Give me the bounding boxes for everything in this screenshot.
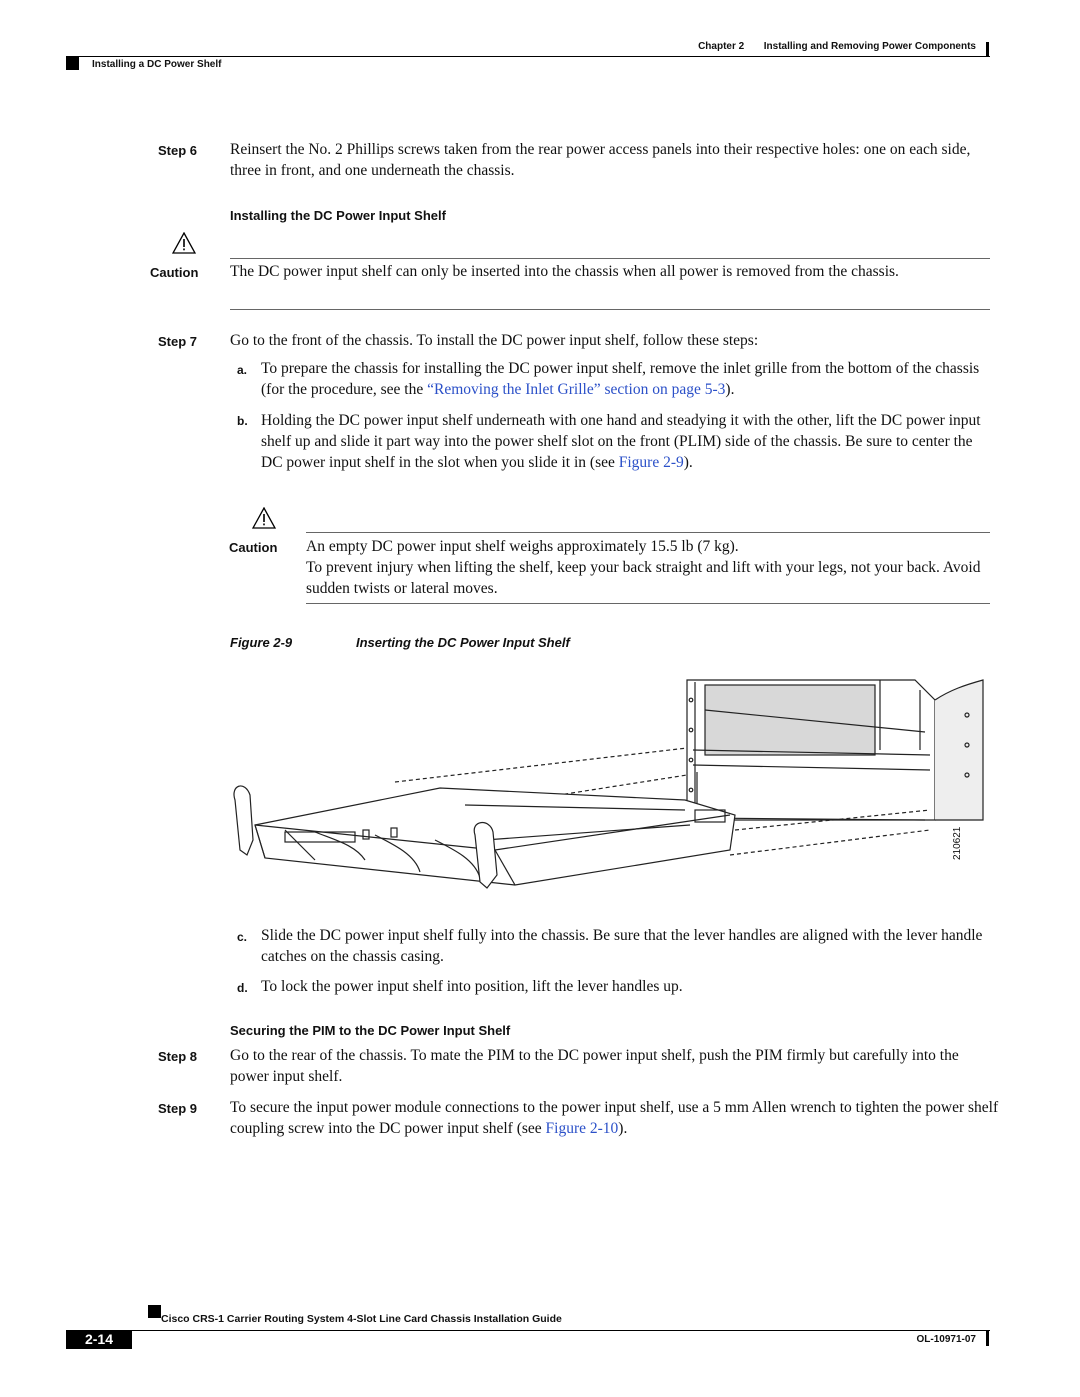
footer-left-block [148,1305,161,1318]
caution-2-line2: To prevent injury when lifting the shelf, keep your back straight and lift with your legs, not your back. Avoid sudden twists or lateral moves. [306,559,981,597]
page-number-box [66,1330,132,1349]
item-b-text-before: Holding the DC power input shelf underneath with one hand and steadying it with the other, lift the DC power input shelf up and slide it part way into the power shelf slot on the front (PLIM) side of the chassis. Be sure to center the DC power input shelf in the slot when you slide it in (see [261,412,981,471]
step-9-text-before: To secure the input power module connections to the power input shelf, use a 5 mm Allen wrench to tighten the power shelf coupling screw into the DC power input shelf (see [230,1099,999,1137]
item-c-letter: c. [237,930,248,944]
footer-title: Cisco CRS-1 Carrier Routing System 4-Slot Line Card Chassis Installation Guide [161,1313,562,1325]
caution-1-bottom-rule [230,309,990,310]
item-a-text [261,358,1001,400]
step-6-text: Reinsert the No. 2 Phillips screws taken from the rear power access panels into their respective holes: one on each side, three in front, and one underneath the chassis. [230,141,971,179]
item-b-text [261,410,993,473]
page-number: 2-14 [84,1331,114,1347]
caution-1-top-rule [230,258,990,259]
step-8-label: Step 8 [158,1049,198,1064]
figure-number: Figure 2-9 [230,635,293,650]
figure-2-9-link[interactable]: Figure 2-9 [618,454,684,471]
item-b-letter: b. [237,414,248,428]
figure-2-10-link[interactable]: Figure 2-10 [545,1120,619,1137]
step-6-label: Step 6 [158,143,198,158]
caution-2-label: Caution [229,540,278,555]
inlet-grille-link[interactable]: “Removing the Inlet Grille” section on page 5-3 [427,381,726,398]
figure-title: Inserting the DC Power Input Shelf [356,635,570,650]
chapter-number: Chapter 2 [698,41,745,52]
caution-1-text: The DC power input shelf can only be inserted into the chassis when all power is removed from the chassis. [230,263,899,280]
chapter-title: Installing and Removing Power Components [763,41,976,52]
item-a-text-before: To prepare the chassis for installing the DC power input shelf, remove the inlet grille from the bottom of the chassis (for the procedure, see the [261,360,980,398]
doc-id: OL-10971-07 [916,1334,976,1345]
step-9-label: Step 9 [158,1101,198,1116]
section-header: Installing a DC Power Shelf [92,59,222,70]
header-right-bar [986,42,989,57]
dc-power-shelf-illustration [225,660,985,910]
figure-id-label: 210621 [952,826,963,860]
item-b-text-after: ). [683,454,693,471]
caution-2-top-rule [306,532,990,533]
caution-2-bottom-rule [306,603,990,604]
step-7-text: Go to the front of the chassis. To install the DC power input shelf, follow these steps: [230,332,759,349]
item-a-letter: a. [237,363,248,377]
step-9-text-after: ). [618,1120,628,1137]
header-rule [66,56,990,57]
header-left-block [66,57,79,70]
caution-2-icon [252,507,276,534]
item-a-text-after: ). [725,381,735,398]
caution-icon [172,232,196,259]
step-9-text [230,1097,1000,1139]
heading-install: Installing the DC Power Input Shelf [230,208,446,223]
chapter-header [698,41,976,52]
footer-rule [66,1330,990,1331]
step-8-text: Go to the rear of the chassis. To mate the PIM to the DC power input shelf, push the PIM firmly but carefully into the power input shelf. [230,1047,959,1085]
footer-right-bar [986,1331,989,1346]
caution-2-line1: An empty DC power input shelf weighs approximately 15.5 lb (7 kg). [306,538,739,555]
step-7-label: Step 7 [158,334,198,349]
item-d-letter: d. [237,981,248,995]
caution-1-label: Caution [150,265,199,280]
item-c-text: Slide the DC power input shelf fully into the chassis. Be sure that the lever handles are aligned with the lever handle catches on the chassis casing. [261,927,983,965]
item-d-text: To lock the power input shelf into position, lift the lever handles up. [261,978,683,995]
heading-secure: Securing the PIM to the DC Power Input Shelf [230,1023,511,1038]
